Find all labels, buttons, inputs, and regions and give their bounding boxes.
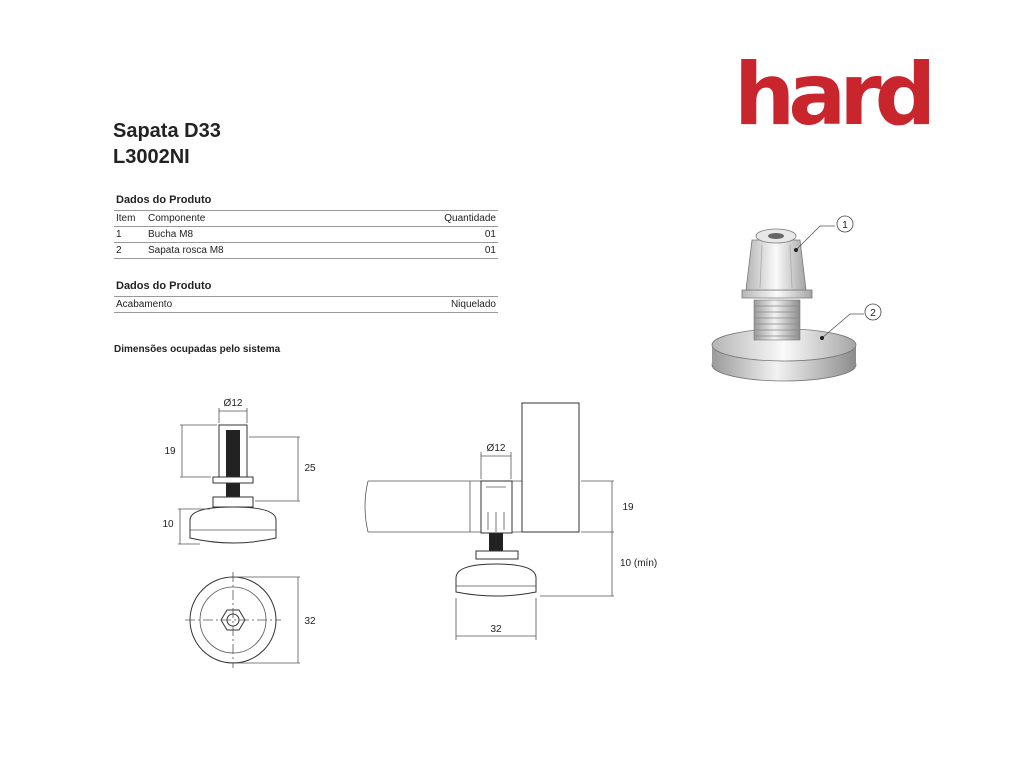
side-view-drawing <box>162 398 316 544</box>
cell-value: Niquelado <box>326 297 498 313</box>
dim-width-32: 32 <box>304 616 316 627</box>
dim-height-25: 25 <box>304 463 316 474</box>
dim-width-32: 32 <box>490 624 502 635</box>
product-name: Sapata D33 <box>113 120 221 142</box>
cell-item: 2 <box>114 243 146 259</box>
section-heading-finish: Dados do Produto <box>116 280 212 292</box>
dim-height-10-min: 10 (mín) <box>620 558 658 569</box>
callout-label: 1 <box>842 220 848 231</box>
dimensions-heading: Dimensões ocupadas pelo sistema <box>114 344 281 355</box>
dim-height-19: 19 <box>622 502 634 513</box>
dim-diameter-12: Ø12 <box>486 443 506 454</box>
product-code: L3002NI <box>113 146 190 168</box>
column-header: Item <box>114 211 146 227</box>
cell-qty: 01 <box>353 227 498 243</box>
dim-height-19: 19 <box>164 446 176 457</box>
top-view-drawing <box>185 572 316 668</box>
column-header: Componente <box>146 211 353 227</box>
column-header: Quantidade <box>353 211 498 227</box>
brand-logo: hard <box>734 45 930 145</box>
dim-diameter-12: Ø12 <box>223 398 243 409</box>
product-3d-illustration <box>712 229 856 381</box>
dim-height-10: 10 <box>162 519 174 530</box>
cell-qty: 01 <box>353 243 498 259</box>
assembly-section-drawing <box>365 403 657 640</box>
cell-component: Sapata rosca M8 <box>146 243 353 259</box>
callout-1 <box>794 216 853 252</box>
cell-item: 1 <box>114 227 146 243</box>
cell-component: Bucha M8 <box>146 227 353 243</box>
section-heading-components: Dados do Produto <box>116 194 212 206</box>
callout-label: 2 <box>870 308 876 319</box>
cell-label: Acabamento <box>114 297 326 313</box>
